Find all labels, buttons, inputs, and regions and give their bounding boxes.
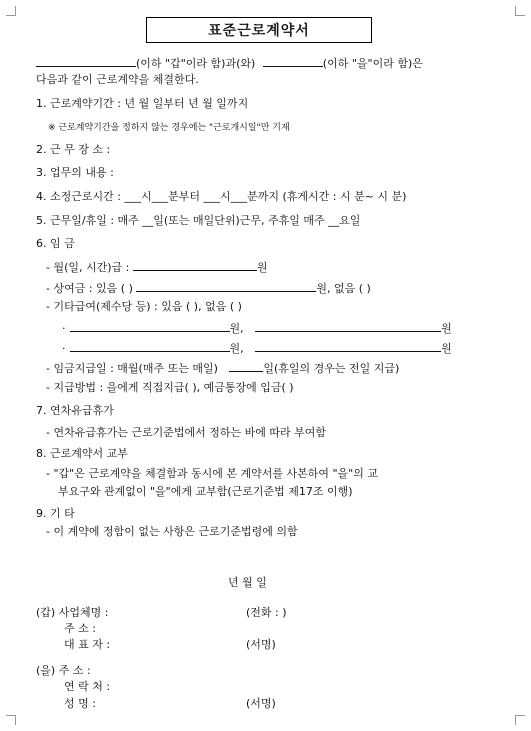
other-pay-a-left-unit: 원,: [229, 322, 244, 335]
bonus-amount-blank[interactable]: [136, 280, 316, 292]
other-pay-b-left-blank[interactable]: [70, 340, 230, 352]
other-pay-b-left-unit: 원,: [229, 342, 244, 355]
item-contract-period-note: ※ 근로계약기간을 정하지 않는 경우에는 "근로개시일"만 기재: [48, 123, 290, 133]
wage-monthly-blank[interactable]: [133, 259, 257, 271]
item-workplace: 2. 근 무 장 소 :: [36, 143, 111, 156]
other-pay-a-left-blank[interactable]: [70, 320, 230, 332]
bonus-line: [46, 280, 371, 296]
document-title: 표준근로계약서: [146, 17, 372, 43]
item-contract-delivery: 8. 근로계약서 교부: [36, 447, 128, 460]
bonus-unit: 원, 없음 ( ): [316, 282, 371, 295]
item-workdays-holidays: 5. 근무일/휴일 : 매주 __일(또는 매일단위)근무, 주휴일 매주 __요일: [36, 214, 361, 227]
contract-delivery-detail-2: 부요구와 관계없이 "을"에게 교부함(근로기준법 제17조 이행): [58, 485, 353, 498]
employee-name: 성 명 :: [64, 697, 96, 710]
employee-address: (을) 주 소 :: [36, 664, 91, 677]
item-annual-leave: 7. 연차유급휴가: [36, 404, 114, 417]
crop-mark-top-left: [6, 6, 16, 16]
other-pay-row-b: · 원, 원: [62, 342, 452, 355]
employer-representative: 대 표 자 :: [64, 638, 111, 651]
contract-delivery-detail-1: - "갑"은 근로계약을 체결함과 동시에 본 계약서를 사본하여 "을"의 교: [46, 467, 378, 480]
party-b-blank[interactable]: [263, 55, 323, 67]
item-job-description: 3. 업무의 내용 :: [36, 166, 114, 179]
annual-leave-detail: - 연차유급휴가는 근로기준법에서 정하는 바에 따라 부여함: [46, 426, 326, 439]
crop-mark-top-right: [515, 6, 525, 16]
contract-date: 년 월 일: [228, 576, 267, 589]
other-pay-line: - 기타급여(제수당 등) : 있음 ( ), 없음 ( ): [46, 300, 242, 313]
wage-monthly-unit: 원: [256, 261, 268, 274]
employer-address: 주 소 :: [64, 622, 96, 635]
payday-label: - 임금지급일 : 매월(매주 또는 매일): [46, 362, 218, 375]
wage-monthly-line: [46, 259, 268, 275]
item-wage-heading: 6. 임 금: [36, 237, 75, 250]
party-a-blank[interactable]: [36, 55, 136, 67]
other-pay-row-a: · 원, 원: [62, 322, 452, 335]
intro-line-2: 다음과 같이 근로계약을 체결한다.: [36, 73, 199, 86]
item-contract-period: 1. 근로계약기간 : 년 월 일부터 년 월 일까지: [36, 97, 249, 110]
payday-rest: 일(휴일의 경우는 전일 지급): [263, 362, 400, 375]
other-pay-a-right-unit: 원: [441, 322, 452, 335]
payday-blank[interactable]: [229, 360, 263, 372]
item-working-hours: 4. 소정근로시간 : ___시___분부터 ___시___분까지 (휴게시간 : 시 분~ 시 분): [36, 190, 407, 203]
other-pay-b-right-unit: 원: [441, 342, 452, 355]
other-pay-a-right-blank[interactable]: [255, 320, 441, 332]
employee-contact: 연 락 처 :: [64, 680, 111, 693]
pay-method-line: - 지급방법 : 을에게 직접지급( ), 예금통장에 입금( ): [46, 381, 294, 394]
other-detail: - 이 계약에 정함이 없는 사항은 근로기준법령에 의함: [46, 525, 298, 538]
item-other: 9. 기 타: [36, 507, 75, 520]
bonus-label: - 상여금 : 있음 ( ): [46, 282, 133, 295]
party-a-suffix: (이하 "갑"이라 함)과(와): [136, 57, 256, 70]
wage-monthly-label: - 월(일, 시간)급 :: [46, 261, 130, 274]
employer-business-name: (갑) 사업체명 :: [36, 606, 109, 619]
other-pay-b-right-blank[interactable]: [255, 340, 441, 352]
payday-line: [46, 360, 399, 376]
employer-signature: (서명): [246, 638, 276, 651]
crop-mark-bottom-right: [515, 715, 525, 725]
crop-mark-bottom-left: [6, 715, 16, 725]
intro-line-1: [36, 55, 423, 71]
party-b-suffix: (이하 "을"이라 함)은: [322, 57, 423, 70]
employee-signature: (서명): [246, 697, 276, 710]
employer-phone: (전화 : ): [246, 606, 287, 619]
